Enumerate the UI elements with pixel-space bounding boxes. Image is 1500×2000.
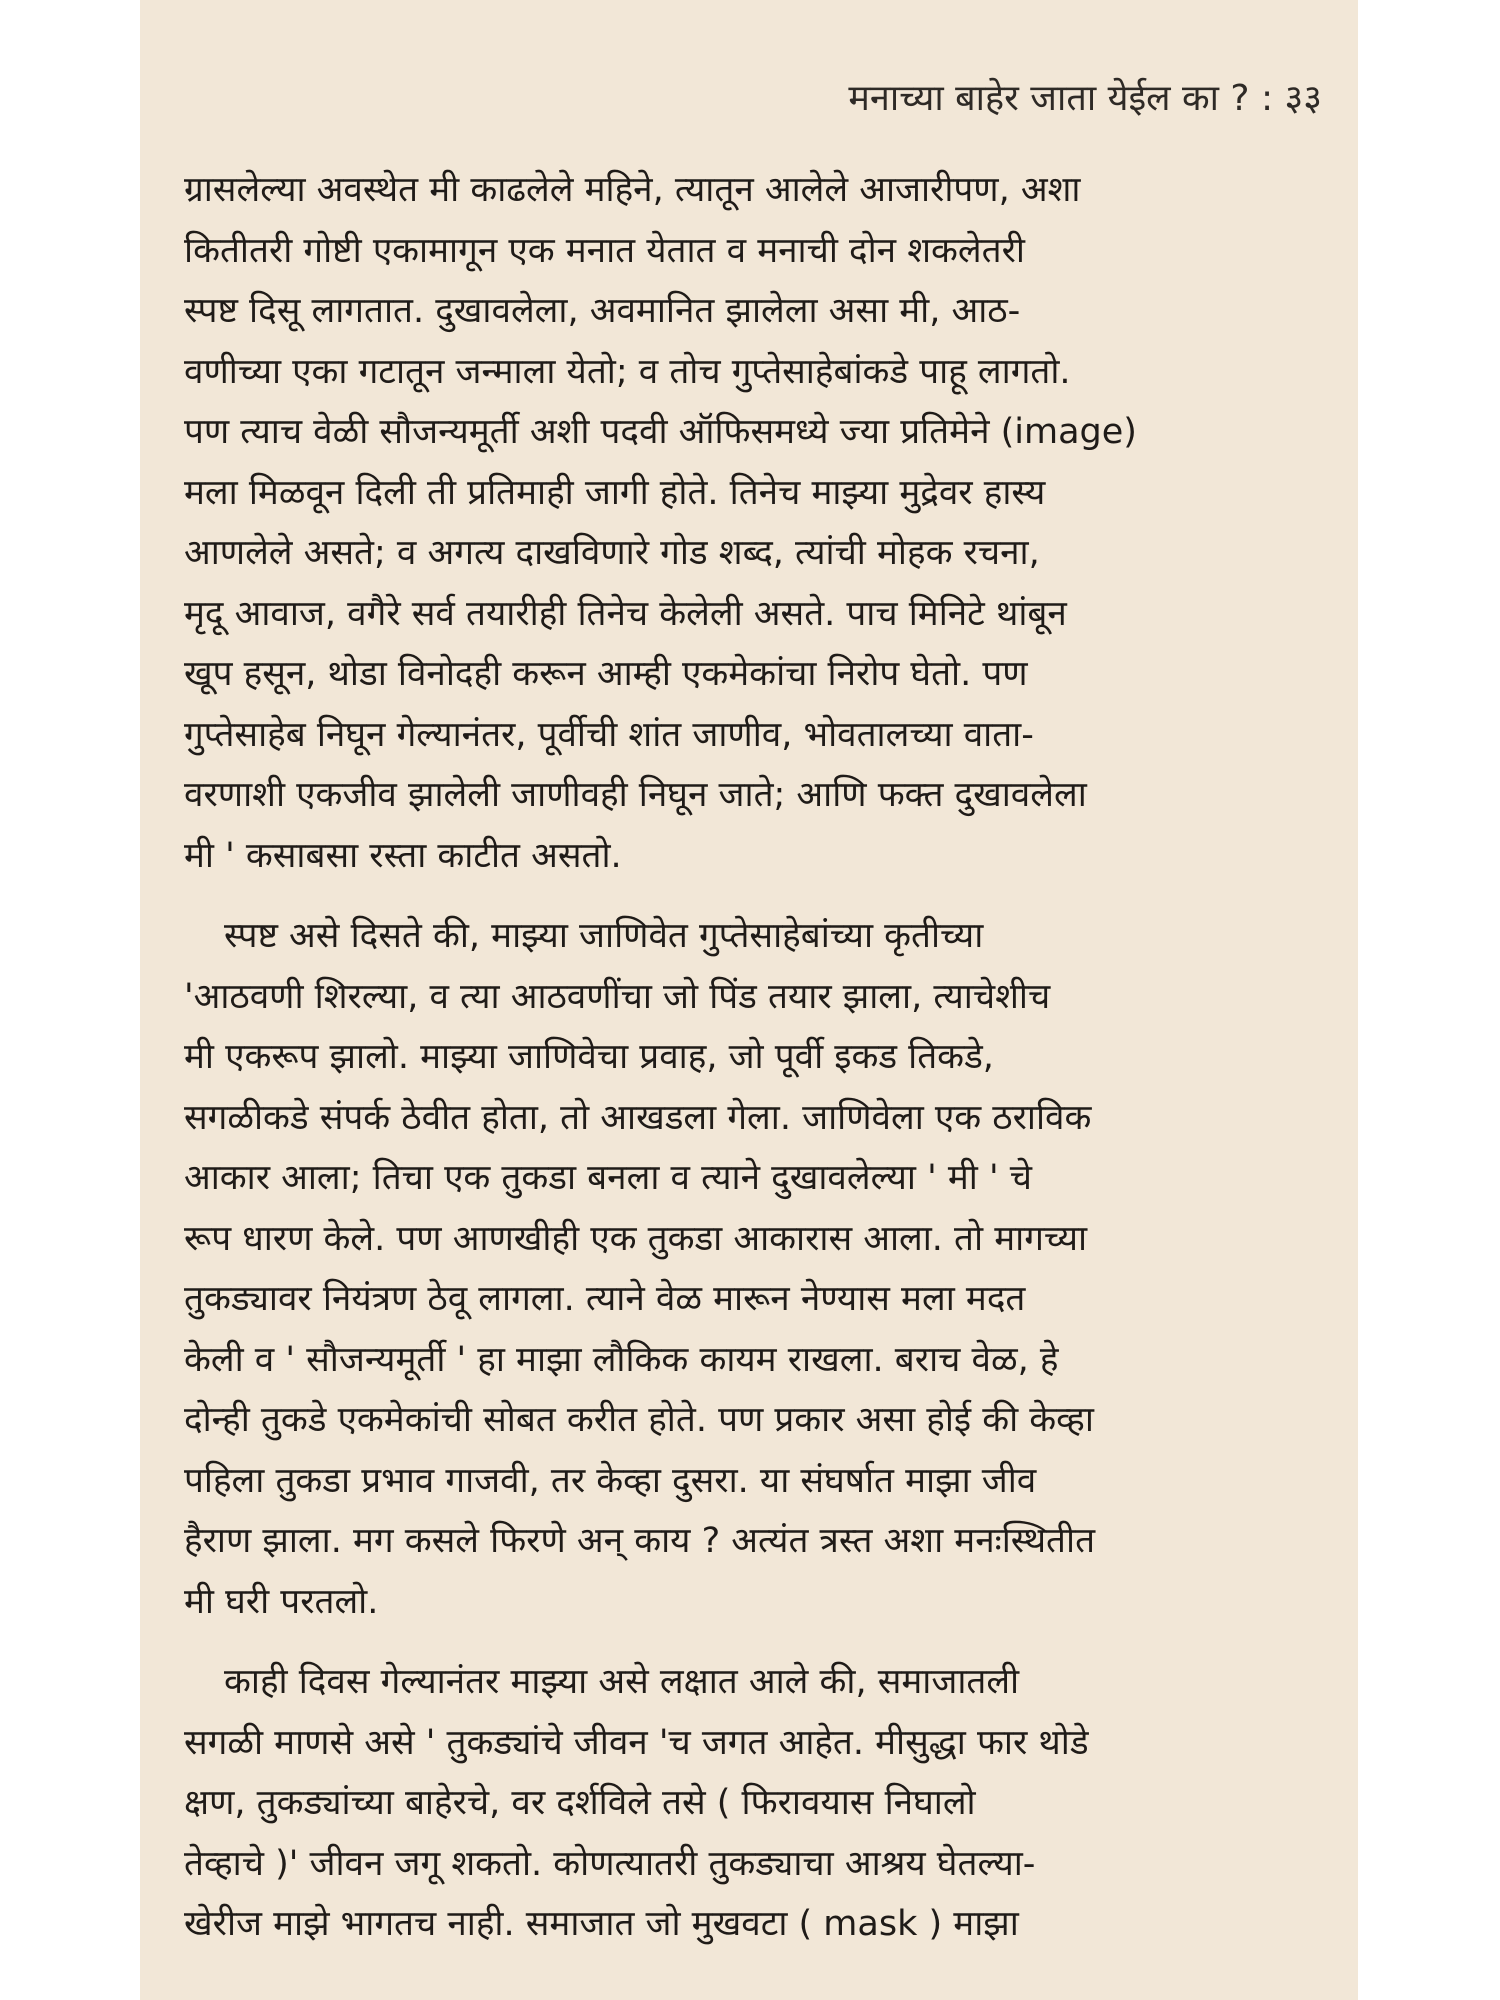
text-line: वणीच्या एका गटातून जन्माला येतो; व तोच गुप्तेसाहेबांकडे पाहू लागतो. <box>184 351 1071 392</box>
paragraph-1 <box>184 160 1314 886</box>
text-line: मला मिळवून दिली ती प्रतिमाही जागी होते. तिनेच माझ्या मुद्रेवर हास्य <box>184 472 1046 513</box>
text-line: मी एकरूप झालो. माझ्या जाणिवेचा प्रवाह, जो पूर्वी इकड तिकडे, <box>184 1037 994 1077</box>
text-line: क्षण, तुकड्यांच्या बाहेरचे, वर दर्शविले तसे ( फिरावयास निघालो <box>184 1783 976 1823</box>
text-line: मी ' कसाबसा रस्ता काटीत असतो. <box>184 835 622 876</box>
paragraph-3 <box>184 1652 1314 1955</box>
text-line: 'आठवणी शिरल्या, व त्या आठवणींचा जो पिंड तयार झाला, त्याचेशीच <box>184 976 1051 1017</box>
text-line: आकार आला; तिचा एक तुकडा बनला व त्याने दुखावलेल्या ' मी ' चे <box>184 1158 1032 1198</box>
text-line: कितीतरी गोष्टी एकामागून एक मनात येतात व मनाची दोन शकलेतरी <box>184 230 1025 271</box>
text-line: दोन्ही तुकडे एकमेकांची सोबत करीत होते. पण प्रकार असा होई की केव्हा <box>184 1400 1094 1440</box>
running-header: मनाच्या बाहेर जाता येईल का ? : ३३ <box>848 78 1322 119</box>
text-line: सगळीकडे संपर्क ठेवीत होता, तो आखडला गेला. जाणिवेला एक ठराविक <box>184 1097 1092 1138</box>
text-line: पण त्याच वेळी सौजन्यमूर्ती अशी पदवी ऑफिसमध्ये ज्या प्रतिमेने (image) <box>184 412 1137 452</box>
text-line: तुकड्यावर नियंत्रण ठेवू लागला. त्याने वेळ मारून नेण्यास मला मदत <box>184 1279 1026 1319</box>
text-line: केली व ' सौजन्यमूर्ती ' हा माझा लौकिक कायम राखला. बराच वेळ, हे <box>184 1339 1059 1380</box>
body-text <box>184 160 1314 1955</box>
book-page <box>140 0 1358 2000</box>
paragraph-2 <box>184 906 1314 1632</box>
text-line: खूप हसून, थोडा विनोदही करून आम्ही एकमेकांचा निरोप घेतो. पण <box>184 654 1028 694</box>
text-line: सगळी माणसे असे ' तुकड्यांचे जीवन 'च जगत आहेत. मीसुद्धा फार थोडे <box>184 1722 1089 1763</box>
text-line: आणलेले असते; व अगत्य दाखविणारे गोड शब्द, त्यांची मोहक रचना, <box>184 533 1040 573</box>
text-line: वरणाशी एकजीव झालेली जाणीवही निघून जाते; आणि फक्त दुखावलेला <box>184 775 1087 815</box>
text-line: खेरीज माझे भागतच नाही. समाजात जो मुखवटा ( mask ) माझा <box>184 1904 1019 1944</box>
text-line: रूप धारण केले. पण आणखीही एक तुकडा आकारास आला. तो मागच्या <box>184 1218 1088 1259</box>
text-line: तेव्हाचे )' जीवन जगू शकतो. कोणत्यातरी तुकड्याचा आश्रय घेतल्या- <box>184 1843 1036 1884</box>
text-line: मी घरी परतलो. <box>184 1581 379 1622</box>
text-line: गुप्तेसाहेब निघून गेल्यानंतर, पूर्वीची शांत जाणीव, भोवतालच्या वाता- <box>184 714 1034 755</box>
text-line: मृदू आवाज, वगैरे सर्व तयारीही तिनेच केलेली असते. पाच मिनिटे थांबून <box>184 593 1067 634</box>
text-line: काही दिवस गेल्यानंतर माझ्या असे लक्षात आले की, समाजातली <box>224 1662 1020 1702</box>
text-line: स्पष्ट दिसू लागतात. दुखावलेला, अवमानित झालेला असा मी, आठ- <box>184 291 1021 331</box>
text-line: पहिला तुकडा प्रभाव गाजवी, तर केव्हा दुसरा. या संघर्षात माझा जीव <box>184 1460 1037 1501</box>
text-line: ग्रासलेल्या अवस्थेत मी काढलेले महिने, त्यातून आलेले आजारीपण, अशा <box>184 170 1081 210</box>
text-line: हैराण झाला. मग कसले फिरणे अन् काय ? अत्यंत त्रस्त अशा मनःस्थितीत <box>184 1521 1096 1561</box>
text-line: स्पष्ट असे दिसते की, माझ्या जाणिवेत गुप्तेसाहेबांच्या कृतीच्या <box>224 916 984 956</box>
